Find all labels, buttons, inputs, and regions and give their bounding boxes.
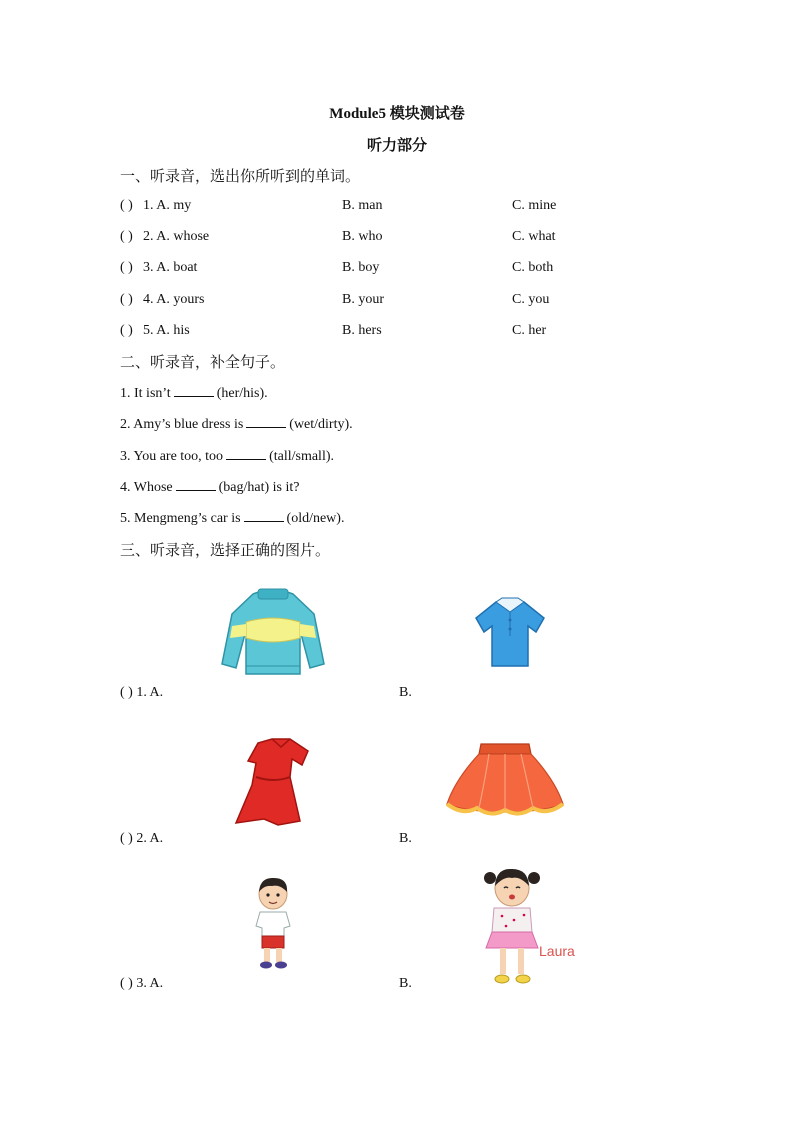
sentence-text: 4. Whose (120, 480, 173, 495)
sentence-item (120, 447, 334, 465)
list-item (120, 196, 680, 216)
answer-paren[interactable]: ( ) (120, 323, 133, 338)
page-subtitle: 听力部分 (366, 138, 427, 154)
option-a: 4. A. yours (143, 292, 205, 307)
sentence-item (120, 509, 344, 527)
sweater-icon[interactable] (218, 586, 328, 678)
option-b: B. who (342, 229, 383, 244)
page-title: Module5 模块测试卷 (329, 106, 465, 122)
answer-blank[interactable] (226, 447, 266, 460)
skirt-icon[interactable] (443, 740, 567, 818)
answer-paren[interactable]: ( ) (120, 260, 133, 275)
option-b-label: B. (399, 685, 412, 700)
dress-icon[interactable] (234, 735, 314, 829)
option-a: 3. A. boat (143, 260, 198, 275)
sentence-hint: (old/new). (286, 511, 345, 526)
section3-heading: 三、听录音，选择正确的图片。 (120, 541, 331, 559)
option-c: C. both (512, 260, 554, 275)
sentence-item (120, 384, 268, 402)
option-b-label: B. (399, 831, 412, 846)
option-a: 2. A. whose (143, 229, 210, 244)
sentence-item (120, 415, 353, 433)
answer-blank[interactable] (246, 415, 286, 428)
answer-blank[interactable] (174, 384, 214, 397)
character-name-caption: Laura (539, 943, 575, 959)
option-c: C. mine (512, 198, 557, 213)
answer-paren[interactable]: ( ) (120, 198, 133, 213)
sentence-item (120, 478, 300, 496)
section2-heading: 二、听录音，补全句子。 (120, 353, 286, 371)
option-a: 5. A. his (143, 323, 190, 338)
sentence-text: 5. Mengmeng’s car is (120, 511, 241, 526)
shirt-icon[interactable] (472, 596, 548, 672)
list-item (120, 227, 680, 247)
sentence-hint: (wet/dirty). (289, 417, 353, 432)
option-b-label: B. (399, 976, 412, 991)
answer-blank[interactable] (244, 509, 284, 522)
option-b: B. man (342, 198, 383, 213)
sentence-hint: (tall/small). (269, 449, 334, 464)
picture-question-label: ( ) 1. A. (120, 685, 164, 700)
list-item (120, 258, 680, 278)
sentence-hint: (bag/hat) is it? (218, 480, 300, 495)
option-a: 1. A. my (143, 198, 192, 213)
girl-icon[interactable] (482, 864, 542, 990)
option-b: B. your (342, 292, 384, 307)
boy-icon[interactable] (250, 876, 296, 972)
picture-question-label: ( ) 2. A. (120, 831, 164, 846)
option-c: C. her (512, 323, 547, 338)
answer-blank[interactable] (176, 478, 216, 491)
answer-paren[interactable]: ( ) (120, 292, 133, 307)
sentence-text: 2. Amy’s blue dress is (120, 417, 244, 432)
section1-heading: 一、听录音，选出你所听到的单词。 (120, 167, 361, 185)
picture-question-label: ( ) 3. A. (120, 976, 164, 991)
option-b: B. hers (342, 323, 382, 338)
sentence-hint: (her/his). (216, 386, 268, 401)
option-b: B. boy (342, 260, 380, 275)
answer-paren[interactable]: ( ) (120, 229, 133, 244)
sentence-text: 3. You are too, too (120, 449, 224, 464)
option-c: C. what (512, 229, 556, 244)
option-c: C. you (512, 292, 550, 307)
sentence-text: 1. It isn’t (120, 386, 171, 401)
list-item (120, 290, 680, 310)
list-item (120, 321, 680, 341)
